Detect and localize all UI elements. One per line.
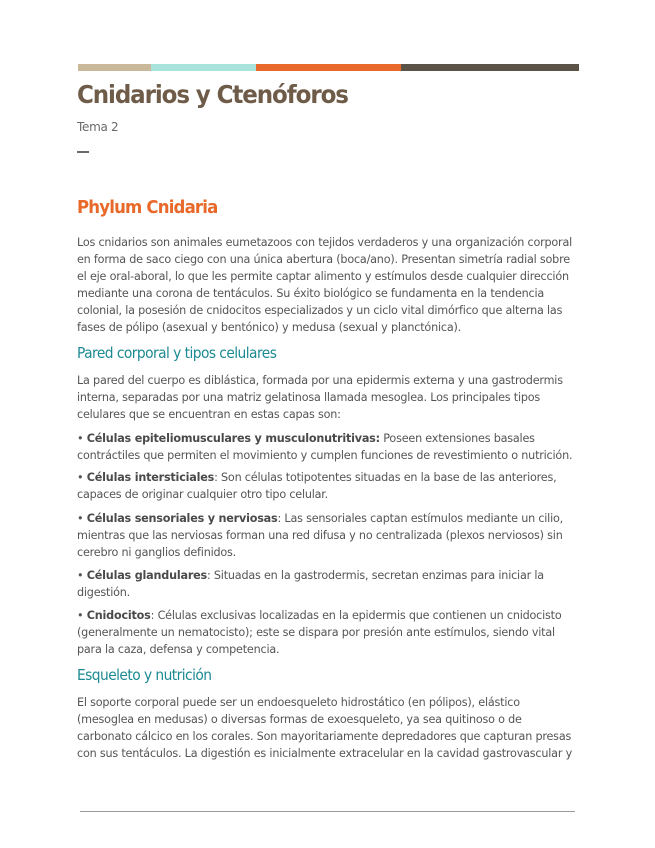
list-item: • Células glandulares: Situadas en la gastrodermis, secretan enzimas para iniciar la digestión. [77,569,544,599]
list-item-term: Cnidocitos [86,609,151,622]
color-bar-segment-mint [151,64,256,71]
subsection-intro-paragraph: El soporte corporal puede ser un endoesqueleto hidrostático (en pólipos), elástico (mesoglea en medusas) o diversas formas de exoesqueleto, ya sea quitinoso o de carbonato cálcico en los corales. Son mayoritariamente depredadores que capturan presas con sus tentáculos. La digestión es inicialmente extracelular en la cavidad gastrovascular y [77,696,572,760]
section-heading: Phylum Cnidaria [77,197,218,218]
section-intro-paragraph: Los cnidarios son animales eumetazoos con tejidos verdaderos y una organización corporal en forma de saco ciego con una única abertura (boca/ano). Presentan simetría radial sobre el eje oral-aboral, lo que les permite captar alimento y estímulos desde cualquier dirección mediante una corona de tentáculos. Su éxito biológico se fundamenta en la tendencia colonial, la posesión de cnidocitos especializados y un ciclo vital dimórfico que alterna las fases de pólipo (asexual y bentónico) y medusa (sexual y planctónica). [77,236,573,334]
list-item-term: Células intersticiales [86,471,215,484]
color-bar-segment-orange [256,64,401,71]
list-item-term: Células glandulares [86,569,207,582]
title-divider [77,151,89,153]
list-item: • Cnidocitos: Células exclusivas localizadas en la epidermis que contienen un cnidocisto (generalmente un nematocisto); este se dispara por presión ante estímulos, siendo vital para la caza, defensa y competencia. [77,609,562,656]
list-item: • Células intersticiales: Son células totipotentes situadas en la base de las anteriores, capaces de originar cualquier otro tipo celular. [77,471,557,501]
footer-divider [80,811,575,812]
list-item-term: Células sensoriales y nerviosas [86,512,278,525]
color-bar-segment-tan [78,64,151,71]
list-item: • Células sensoriales y nerviosas: Las sensoriales captan estímulos mediante un cilio, mientras que las nerviosas forman una red difusa y no centralizada (plexos nerviosos) sin cerebro ni ganglios definidos. [77,512,564,559]
subsection-intro-paragraph: La pared del cuerpo es diblástica, formada por una epidermis externa y una gastrodermis interna, separadas por una matriz gelatinosa llamada mesoglea. Los principales tipos celulares que se encuentran en estas capas son: [77,374,563,421]
color-bar-segment-brown [401,64,579,71]
document-title: Cnidarios y Ctenóforos [77,80,348,109]
subsection-heading-pared: Pared corporal y tipos celulares [77,344,277,362]
document-subtitle: Tema 2 [77,120,119,134]
header-color-bar [78,64,579,71]
subsection-heading-esqueleto: Esqueleto y nutrición [77,666,212,684]
list-item: • Células epiteliomusculares y musculonutritivas: Poseen extensiones basales contráctiles que permiten el movimiento y cumplen funciones de revestimiento o nutrición. [77,432,573,462]
list-item-term: Células epiteliomusculares y musculonutritivas: [86,432,380,445]
